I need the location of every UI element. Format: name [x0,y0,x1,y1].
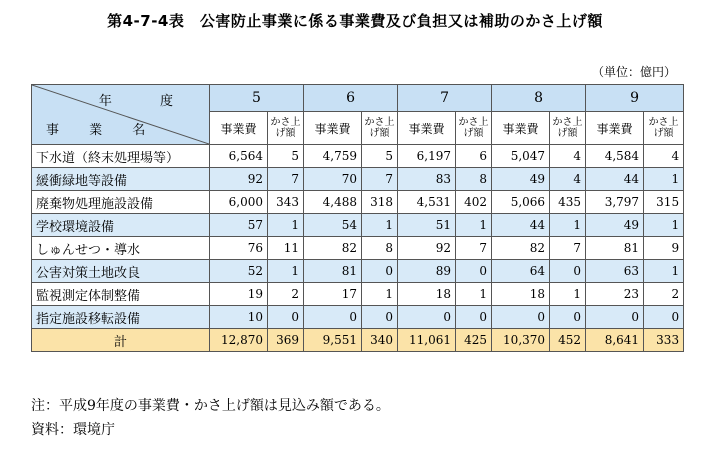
kasa-cell: 2 [268,283,304,306]
cost-cell: 49 [586,214,644,237]
kasa-cell: 369 [268,329,304,352]
cost-cell: 51 [398,214,456,237]
kasa-cell: 1 [268,214,304,237]
kasa-cell: 0 [550,260,586,283]
kasa-cell: 1 [644,168,684,191]
kasa-column-header: かさ上げ額 [456,112,492,145]
kasa-cell: 435 [550,191,586,214]
kasa-cell: 0 [362,306,398,329]
kasa-cell: 343 [268,191,304,214]
cost-cell: 82 [492,237,550,260]
kasa-cell: 0 [268,306,304,329]
corner-header [32,85,210,145]
cost-cell: 70 [304,168,362,191]
cost-cell: 18 [398,283,456,306]
cost-cell: 11,061 [398,329,456,352]
kasa-cell: 1 [550,214,586,237]
kasa-cell: 2 [644,283,684,306]
kasa-cell: 315 [644,191,684,214]
kasa-cell: 1 [456,283,492,306]
kasa-cell: 333 [644,329,684,352]
kasa-cell: 452 [550,329,586,352]
cost-cell: 4,488 [304,191,362,214]
cost-cell: 76 [210,237,268,260]
cost-cell: 0 [586,306,644,329]
cost-cell: 6,000 [210,191,268,214]
total-row [32,329,684,352]
cost-cell: 9,551 [304,329,362,352]
table-row [32,260,684,283]
kasa-column-header: かさ上げ額 [268,112,304,145]
kasa-cell: 4 [550,168,586,191]
cost-cell: 49 [492,168,550,191]
kasa-cell: 1 [644,214,684,237]
data-table [31,84,684,352]
cost-cell: 18 [492,283,550,306]
kasa-cell: 7 [550,237,586,260]
kasa-cell: 5 [268,145,304,168]
year-header: 8 [492,85,586,112]
corner-project-label: 事 業 名 [46,123,159,138]
row-label: 計 [32,329,210,352]
cost-cell: 44 [586,168,644,191]
kasa-column-header: かさ上げ額 [644,112,684,145]
row-label: 公害対策土地改良 [32,260,210,283]
kasa-cell: 5 [362,145,398,168]
cost-cell: 10 [210,306,268,329]
kasa-cell: 8 [456,168,492,191]
cost-cell: 92 [398,237,456,260]
cost-cell: 81 [304,260,362,283]
row-label: 下水道（終末処理場等） [32,145,210,168]
table-title: 第4-7-4表 公害防止事業に係る事業費及び負担又は補助のかさ上げ額 [107,12,603,30]
cost-cell: 4,584 [586,145,644,168]
source-note: 資料：環境庁 [31,422,115,438]
cost-cell: 0 [492,306,550,329]
cost-column-header: 事業費 [304,112,362,145]
kasa-cell: 1 [456,214,492,237]
kasa-cell: 7 [456,237,492,260]
kasa-cell: 9 [644,237,684,260]
cost-column-header: 事業費 [586,112,644,145]
cost-cell: 44 [492,214,550,237]
cost-cell: 83 [398,168,456,191]
cost-cell: 52 [210,260,268,283]
row-label: 廃棄物処理施設設備 [32,191,210,214]
kasa-cell: 425 [456,329,492,352]
cost-cell: 6,197 [398,145,456,168]
kasa-cell: 8 [362,237,398,260]
kasa-column-header: かさ上げ額 [362,112,398,145]
cost-cell: 0 [398,306,456,329]
cost-cell: 57 [210,214,268,237]
year-header: 6 [304,85,398,112]
cost-cell: 3,797 [586,191,644,214]
kasa-cell: 318 [362,191,398,214]
year-header: 9 [586,85,684,112]
cost-cell: 6,564 [210,145,268,168]
table-row [32,306,684,329]
cost-column-header: 事業費 [492,112,550,145]
table-row [32,237,684,260]
table-row [32,191,684,214]
footnote: 注：平成9年度の事業費・かさ上げ額は見込み額である。 [31,398,390,414]
cost-cell: 5,047 [492,145,550,168]
kasa-cell: 7 [362,168,398,191]
kasa-cell: 0 [456,260,492,283]
table-row [32,214,684,237]
cost-cell: 82 [304,237,362,260]
cost-cell: 4,531 [398,191,456,214]
unit-label: （単位：億円） [591,65,676,79]
kasa-cell: 6 [456,145,492,168]
kasa-cell: 0 [550,306,586,329]
cost-cell: 63 [586,260,644,283]
kasa-cell: 7 [268,168,304,191]
row-label: 緩衝緑地等設備 [32,168,210,191]
year-header: 7 [398,85,492,112]
kasa-cell: 340 [362,329,398,352]
cost-column-header: 事業費 [210,112,268,145]
year-header-row [32,85,684,112]
table-body [32,145,684,352]
kasa-cell: 402 [456,191,492,214]
table-row [32,283,684,306]
corner-year-label: 年 度 [98,94,195,109]
cost-cell: 12,870 [210,329,268,352]
kasa-cell: 0 [456,306,492,329]
cost-column-header: 事業費 [398,112,456,145]
row-label: 学校環境設備 [32,214,210,237]
kasa-cell: 1 [550,283,586,306]
table-row [32,168,684,191]
kasa-cell: 1 [362,283,398,306]
cost-cell: 54 [304,214,362,237]
kasa-cell: 0 [362,260,398,283]
cost-cell: 19 [210,283,268,306]
kasa-column-header: かさ上げ額 [550,112,586,145]
cost-cell: 4,759 [304,145,362,168]
cost-cell: 8,641 [586,329,644,352]
kasa-cell: 0 [644,306,684,329]
cost-cell: 0 [304,306,362,329]
row-label: 監視測定体制整備 [32,283,210,306]
row-label: しゅんせつ・導水 [32,237,210,260]
cost-cell: 5,066 [492,191,550,214]
kasa-cell: 4 [644,145,684,168]
cost-cell: 10,370 [492,329,550,352]
cost-cell: 89 [398,260,456,283]
year-header: 5 [210,85,304,112]
cost-cell: 23 [586,283,644,306]
kasa-cell: 1 [268,260,304,283]
kasa-cell: 1 [644,260,684,283]
row-label: 指定施設移転設備 [32,306,210,329]
cost-cell: 64 [492,260,550,283]
kasa-cell: 1 [362,214,398,237]
cost-cell: 92 [210,168,268,191]
table-row [32,145,684,168]
kasa-cell: 4 [550,145,586,168]
cost-cell: 81 [586,237,644,260]
kasa-cell: 11 [268,237,304,260]
cost-cell: 17 [304,283,362,306]
